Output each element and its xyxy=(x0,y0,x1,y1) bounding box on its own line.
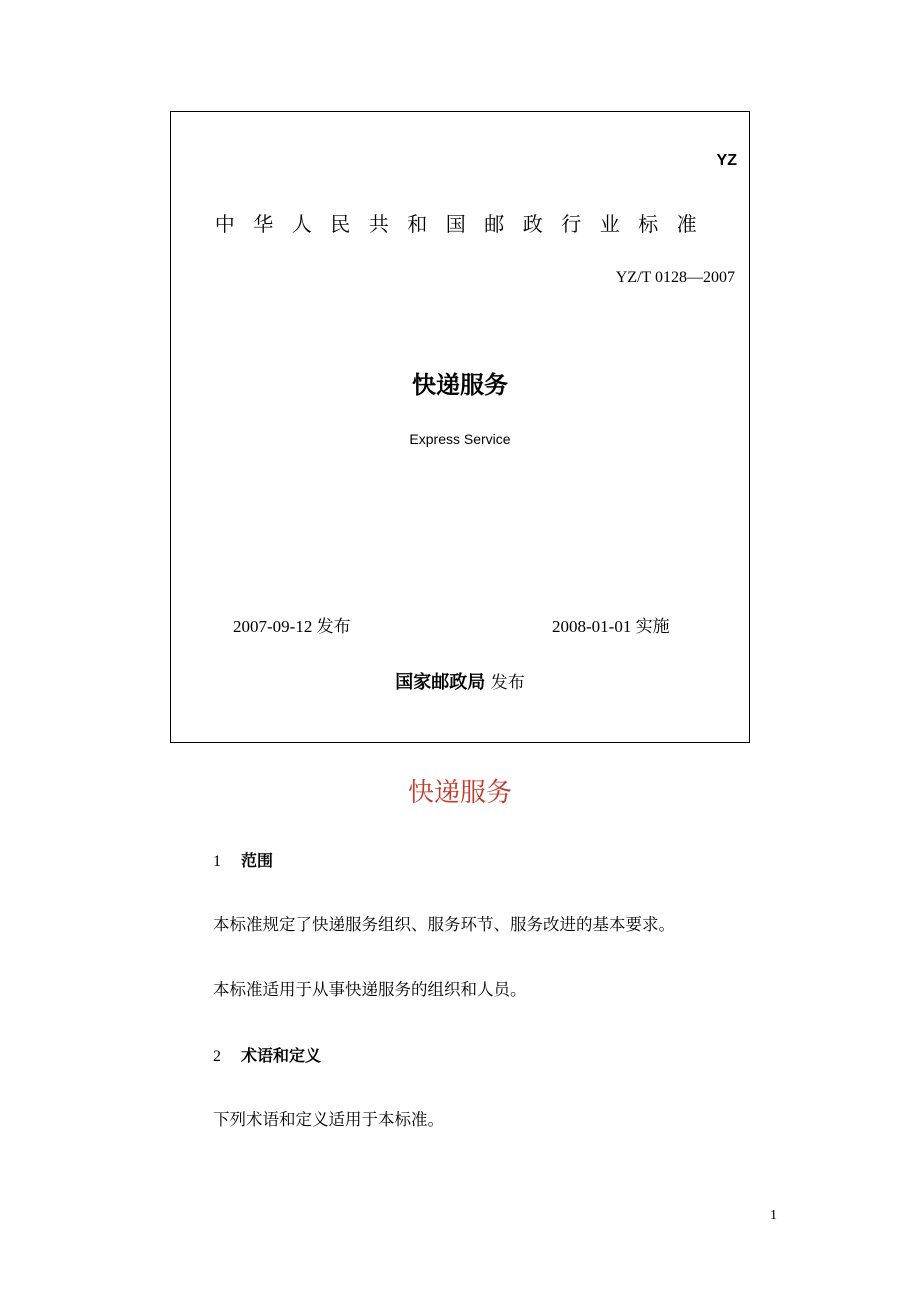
section-heading-text: 范围 xyxy=(241,851,274,870)
section-number: 1 xyxy=(213,853,221,870)
section-heading-text: 术语和定义 xyxy=(241,1046,322,1065)
paragraph: 本标准规定了快递服务组织、服务环节、服务改进的基本要求。 xyxy=(213,915,675,934)
document-title: 快递服务 xyxy=(407,778,512,808)
section-heading-terms xyxy=(213,1043,321,1066)
release-date: 2007-09-12 发布 xyxy=(233,617,351,636)
paragraph: 下列术语和定义适用于本标准。 xyxy=(213,1110,444,1129)
page-number: 1 xyxy=(770,1208,777,1223)
industry-standard-title: 中华人民共和国邮政行业标准 xyxy=(214,212,716,236)
paragraph: 本标准适用于从事快递服务的组织和人员。 xyxy=(213,980,527,999)
issuer-name: 国家邮政局 xyxy=(395,672,486,693)
standard-code: YZ/T 0128—2007 xyxy=(615,269,735,286)
issuer-suffix: 发布 xyxy=(490,673,525,693)
cover-title: 快递服务 xyxy=(412,371,508,399)
issuer-line xyxy=(171,668,749,694)
industry-mark: YZ xyxy=(716,152,737,169)
cover-subtitle: Express Service xyxy=(409,431,511,447)
effective-date: 2008-01-01 实施 xyxy=(552,617,670,636)
section-heading-scope xyxy=(213,848,273,871)
section-number: 2 xyxy=(213,1048,221,1065)
cover-frame xyxy=(170,111,750,743)
